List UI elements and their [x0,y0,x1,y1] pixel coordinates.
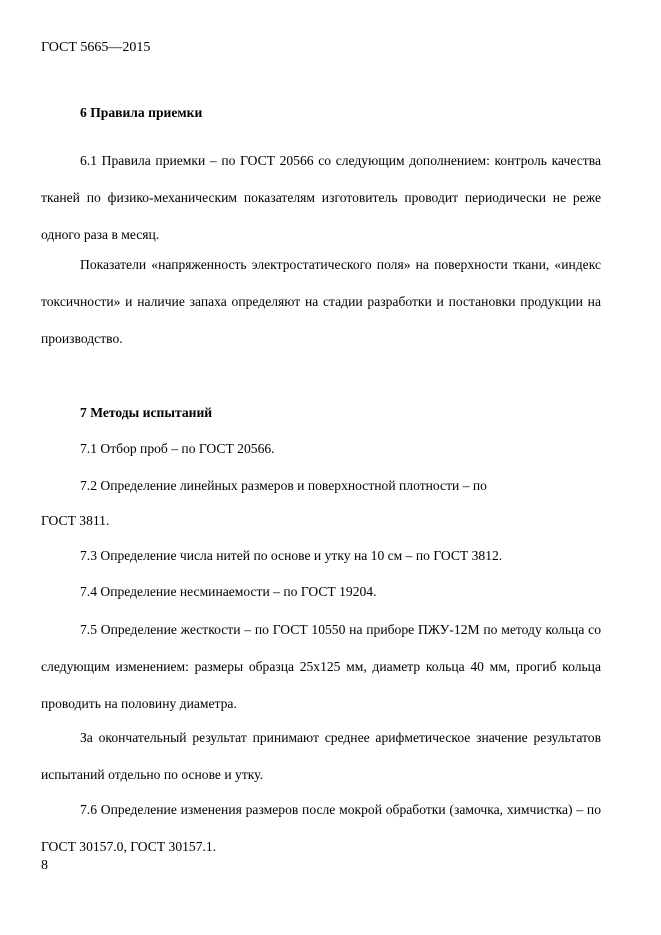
section-7-heading: 7 Методы испытаний [80,405,213,420]
paragraph-6-indicators: Показатели «напряженность электростатического поля» на поверхности ткани, «индекс токсичности» и наличие запаха определяют на стадии разработки и постановки продукции на производство. [41,257,601,346]
paragraph-7-5-result: За окончательный результат принимают среднее арифметическое значение результатов испытаний отдельно по основе и утку. [41,730,601,782]
paragraph-7-4: 7.4 Определение несминаемости – по ГОСТ 19204. [80,584,377,599]
page-number: 8 [41,858,48,873]
section-6-heading: 6 Правила приемки [80,105,203,120]
paragraph-7-2-line1: 7.2 Определение линейных размеров и поверхностной плотности – по [80,478,487,493]
document-code-header: ГОСТ 5665—2015 [41,40,151,55]
paragraph-7-3: 7.3 Определение числа нитей по основе и утку на 10 см – по ГОСТ 3812. [80,548,503,563]
paragraph-6-1: 6.1 Правила приемки – по ГОСТ 20566 со следующим дополнением: контроль качества тканей по физико-механическим показателям изготовитель проводит периодически не реже одного раза в месяц. [41,153,601,242]
paragraph-7-5: 7.5 Определение жесткости – по ГОСТ 10550 на приборе ПЖУ-12М по методу кольца со следующим изменением: размеры образца 25х125 мм, диаметр кольца 40 мм, прогиб кольца проводить на половину диаметра. [41,622,601,711]
paragraph-7-6: 7.6 Определение изменения размеров после мокрой обработки (замочка, химчистка) – по ГОСТ 30157.0, ГОСТ 30157.1. [41,802,601,854]
paragraph-7-1: 7.1 Отбор проб – по ГОСТ 20566. [80,441,275,456]
paragraph-7-2-line2: ГОСТ 3811. [41,513,110,528]
